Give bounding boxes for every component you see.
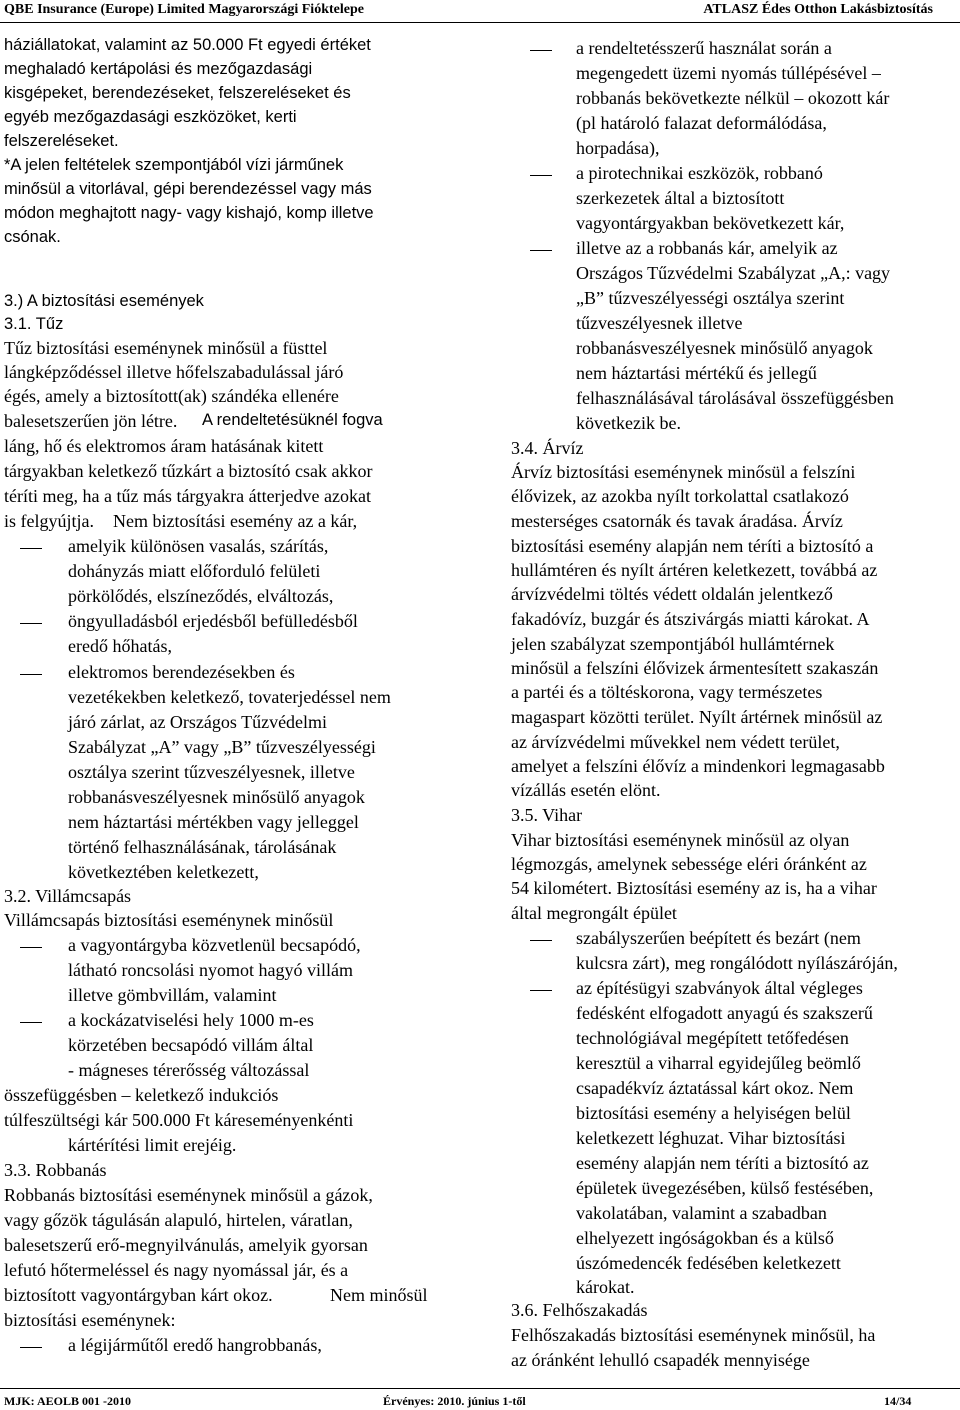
text-line: az árvízvédelmi művekkel nem védett terület, (511, 732, 840, 752)
text-line: kulcsra zárt), meg rongálódott nyílászáróján, (576, 953, 898, 973)
text-line: esemény alapján nem téríti a biztosító az (576, 1153, 869, 1173)
text-line: 54 kilométert. Biztosítási esemény az is, ha a vihar (511, 878, 877, 898)
text-line: A rendeltetésüknél fogva (202, 411, 383, 429)
text-line: lángképződéssel illetve hőfelszabadulással járó (4, 362, 344, 382)
text-line: csónak. (4, 228, 61, 246)
text-line: (pl határoló falazat deformálódása, (576, 113, 827, 133)
text-line: *A jelen feltételek szempontjából vízi járműnek (4, 156, 344, 174)
text-line: biztosított vagyontárgyban kárt okoz. (4, 1285, 273, 1305)
text-line: csapadékvíz áztatással kárt okoz. Nem (576, 1078, 854, 1098)
text-line: robbanásveszélyesnek minősülő anyagok (576, 338, 873, 358)
text-line: osztálya szerint tűzveszélyesnek, illetve (68, 762, 355, 782)
text-line: következik be. (576, 413, 681, 433)
text-line: károkat. (576, 1277, 635, 1297)
text-line: Szabályzat „A” vagy „B” tűzveszélyességi (68, 737, 376, 757)
text-line: jelen szabályzat szempontjából hullámtérnek (511, 634, 835, 654)
header-company: QBE Insurance (Europe) Limited Magyarországi Fióktelepe (4, 2, 364, 17)
text-line: kisgépeket, berendezéseket, felszereléseket és (4, 84, 351, 102)
text-line: tűzveszélyesnek illetve (576, 313, 743, 333)
text-line: keresztül a viharral egyidejűleg beömlő (576, 1053, 861, 1073)
text-line: illetve gömbvillám, valamint (68, 985, 277, 1005)
text-line: vagy gőzök tágulásán alapuló, hirtelen, váratlan, (4, 1210, 353, 1230)
text-line: Nem biztosítási esemény az a kár, (113, 511, 358, 531)
text-line: 3.3. Robbanás (4, 1160, 107, 1180)
text-line: 3.5. Vihar (511, 805, 583, 825)
text-line: a kockázatviselési hely 1000 m-es (68, 1010, 314, 1030)
text-line: a pirotechnikai eszközök, robbanó (576, 163, 823, 183)
text-line: Nem minősül (330, 1285, 428, 1305)
text-line: égés, amely a biztosított(ak) szándéka ellenére (4, 386, 339, 406)
text-line: Árvíz biztosítási eseménynek minősül a felszíni (511, 462, 856, 482)
bullet-dash (20, 674, 42, 675)
text-line: vízállás esetén elönt. (511, 780, 661, 800)
text-line: kártérítési limit erejéig. (68, 1135, 237, 1155)
text-line: amelyik különösen vasalás, szárítás, (68, 536, 329, 556)
text-line: biztosítási esemény alapján nem téríti a biztosító a (511, 536, 874, 556)
text-line: épületek üvegezésében, külső festésében, (576, 1178, 874, 1198)
footer-doc-code: MJK: AEOLB 001 -2010 (4, 1394, 132, 1408)
text-line: balesetszerű erő-megnyilvánulás, amelyik gyorsan (4, 1235, 368, 1255)
text-line: elhelyezett ingóságokban és a külső (576, 1228, 834, 1248)
text-line: élővizek, az azokba nyílt torkolattal csatlakozó (511, 486, 849, 506)
text-line: fedésként elfogadott anyagú és szakszerű (576, 1003, 873, 1023)
text-line: horpadása), (576, 138, 660, 158)
text-line: szerkezetek által a biztosított (576, 188, 785, 208)
text-line: öngyulladásból erjedésből befülledésből (68, 611, 358, 631)
text-line: téríti meg, ha a tűz más tárgyakra átterjedve azokat (4, 486, 371, 506)
bullet-dash (530, 175, 552, 176)
bullet-dash (20, 947, 42, 948)
text-line: fakadóvíz, buzgár és átszivárgás miatti károkat. A (511, 609, 870, 629)
text-line: a rendeltetésszerű használat során a (576, 38, 832, 58)
text-line: 3.) A biztosítási események (4, 292, 204, 310)
bullet-dash (20, 1347, 42, 1348)
text-line: Országos Tűzvédelmi Szabályzat „A,: vagy (576, 263, 891, 283)
text-line: hullámtéren és nyílt ártéren keletkezett, továbbá az (511, 560, 878, 580)
text-line: a vagyontárgyba közvetlenül becsapódó, (68, 935, 361, 955)
text-line: dohányzás miatt előforduló felületi (68, 561, 321, 581)
text-line: minősül a felszíni élővizek ármentesített szakaszán (511, 658, 879, 678)
text-line: úszómedencék fedésében keletkezett (576, 1253, 841, 1273)
footer-page-number: 14/34 (884, 1394, 912, 1408)
text-line: 3.2. Villámcsapás (4, 886, 132, 906)
bullet-dash (20, 1022, 42, 1023)
text-line: 3.6. Felhőszakadás (511, 1300, 648, 1320)
text-line: által megrongált épület (511, 903, 677, 923)
text-line: mesterséges csatornák és tavak áradása. Árvíz (511, 511, 843, 531)
text-line: az óránként lehulló csapadék mennyisége (511, 1350, 810, 1370)
text-line: technológiával megépített tetőfedésen (576, 1028, 849, 1048)
text-line: légmozgás, amelynek sebessége eléri óránként az (511, 854, 867, 874)
text-line: 3.4. Árvíz (511, 438, 584, 458)
text-line: járó zárlat, az Országos Tűzvédelmi (68, 712, 328, 732)
text-line: háziállatokat, valamint az 50.000 Ft egyedi értéket (4, 36, 371, 54)
text-line: magaspart közötti terület. Nyílt ártérnek minősül az (511, 707, 883, 727)
header-product: ATLASZ Édes Otthon Lakásbiztosítás (703, 2, 933, 17)
text-line: pörkölődés, elszíneződés, elváltozás, (68, 586, 334, 606)
text-line: megengedett üzemi nyomás túllépésével – (576, 63, 881, 83)
bullet-dash (530, 940, 552, 941)
text-line: nem háztartási mértékű és jellegű (576, 363, 817, 383)
text-line: Robbanás biztosítási eseménynek minősül a gázok, (4, 1185, 373, 1205)
text-line: vezetékekben keletkező, tovaterjedéssel nem (68, 687, 391, 707)
bullet-dash (530, 50, 552, 51)
footer-valid-date: Érvényes: 2010. június 1-től (383, 1394, 526, 1408)
text-line: nem háztartási mértékben vagy jelleggel (68, 812, 359, 832)
text-line: illetve az a robbanás kár, amelyik az (576, 238, 838, 258)
text-line: eredő hőhatás, (68, 636, 172, 656)
text-line: elektromos berendezésekben és (68, 662, 295, 682)
text-line: Villámcsapás biztosítási eseménynek minősül (4, 910, 334, 930)
text-line: Felhőszakadás biztosítási eseménynek minősül, ha (511, 1325, 876, 1345)
page-footer (0, 1388, 960, 1410)
text-line: 3.1. Tűz (4, 315, 64, 333)
text-line: vagyontárgyakban bekövetkezett kár, (576, 213, 845, 233)
text-line: „B” tűzveszélyességi osztálya szerint (576, 288, 845, 308)
text-line: meghaladó kertápolási és mezőgazdasági (4, 60, 313, 78)
text-line: a partéi és a töltéskorona, vagy természetes (511, 682, 823, 702)
bullet-dash (20, 548, 42, 549)
text-line: robbanásveszélyesnek minősülő anyagok (68, 787, 365, 807)
text-line: keletkezett léghuzat. Vihar biztosítási (576, 1128, 846, 1148)
text-line: árvízvédelmi töltés védett oldalán jelentkező (511, 584, 833, 604)
text-line: láng, hő és elektromos áram hatásának kitett (4, 436, 324, 456)
text-line: felhasználásával tárolásával összefüggésben (576, 388, 894, 408)
text-line: biztosítási esemény a helyiségen belül (576, 1103, 851, 1123)
text-line: Tűz biztosítási eseménynek minősül a füsttel (4, 338, 328, 358)
text-line: is felgyújtja. (4, 511, 94, 531)
text-line: körzetében becsapódó villám által (68, 1035, 314, 1055)
text-line: szabályszerűen beépített és bezárt (nem (576, 928, 861, 948)
bullet-dash (530, 990, 552, 991)
bullet-dash (20, 623, 42, 624)
text-line: egyéb mezőgazdasági eszközöket, kerti (4, 108, 297, 126)
text-line: módon meghajtott nagy- vagy kishajó, komp illetve (4, 204, 374, 222)
text-line: tárgyakban keletkező tűzkárt a biztosító csak akkor (4, 461, 373, 481)
text-line: összefüggésben – keletkező indukciós (4, 1085, 279, 1105)
text-line: történő felhasználásának, tárolásának (68, 837, 337, 857)
text-line: a légijárműtől eredő hangrobbanás, (68, 1335, 322, 1355)
text-line: amelyet a felszíni élővíz a mindenkori legmagasabb (511, 756, 885, 776)
text-line: az építésügyi szabványok által végleges (576, 978, 863, 998)
text-line: túlfeszültségi kár 500.000 Ft káreseményenkénti (4, 1110, 354, 1130)
text-line: - mágneses térerősség változással (68, 1060, 310, 1080)
text-line: lefutó hőtermeléssel és nagy nyomással jár, és a (4, 1260, 349, 1280)
text-line: robbanás bekövetkezte nélkül – okozott kár (576, 88, 890, 108)
text-line: biztosítási eseménynek: (4, 1310, 176, 1330)
text-line: balesetszerűen jön létre. (4, 411, 178, 431)
page-header (0, 0, 960, 23)
text-line: következtében keletkezett, (68, 862, 259, 882)
text-line: Vihar biztosítási eseménynek minősül az olyan (511, 830, 850, 850)
text-line: minősül a vitorlával, gépi berendezéssel vagy más (4, 180, 372, 198)
text-line: felszereléseket. (4, 132, 119, 150)
text-line: látható roncsolási nyomot hagyó villám (68, 960, 353, 980)
text-line: vakolatában, valamint a szabadban (576, 1203, 827, 1223)
bullet-dash (530, 250, 552, 251)
